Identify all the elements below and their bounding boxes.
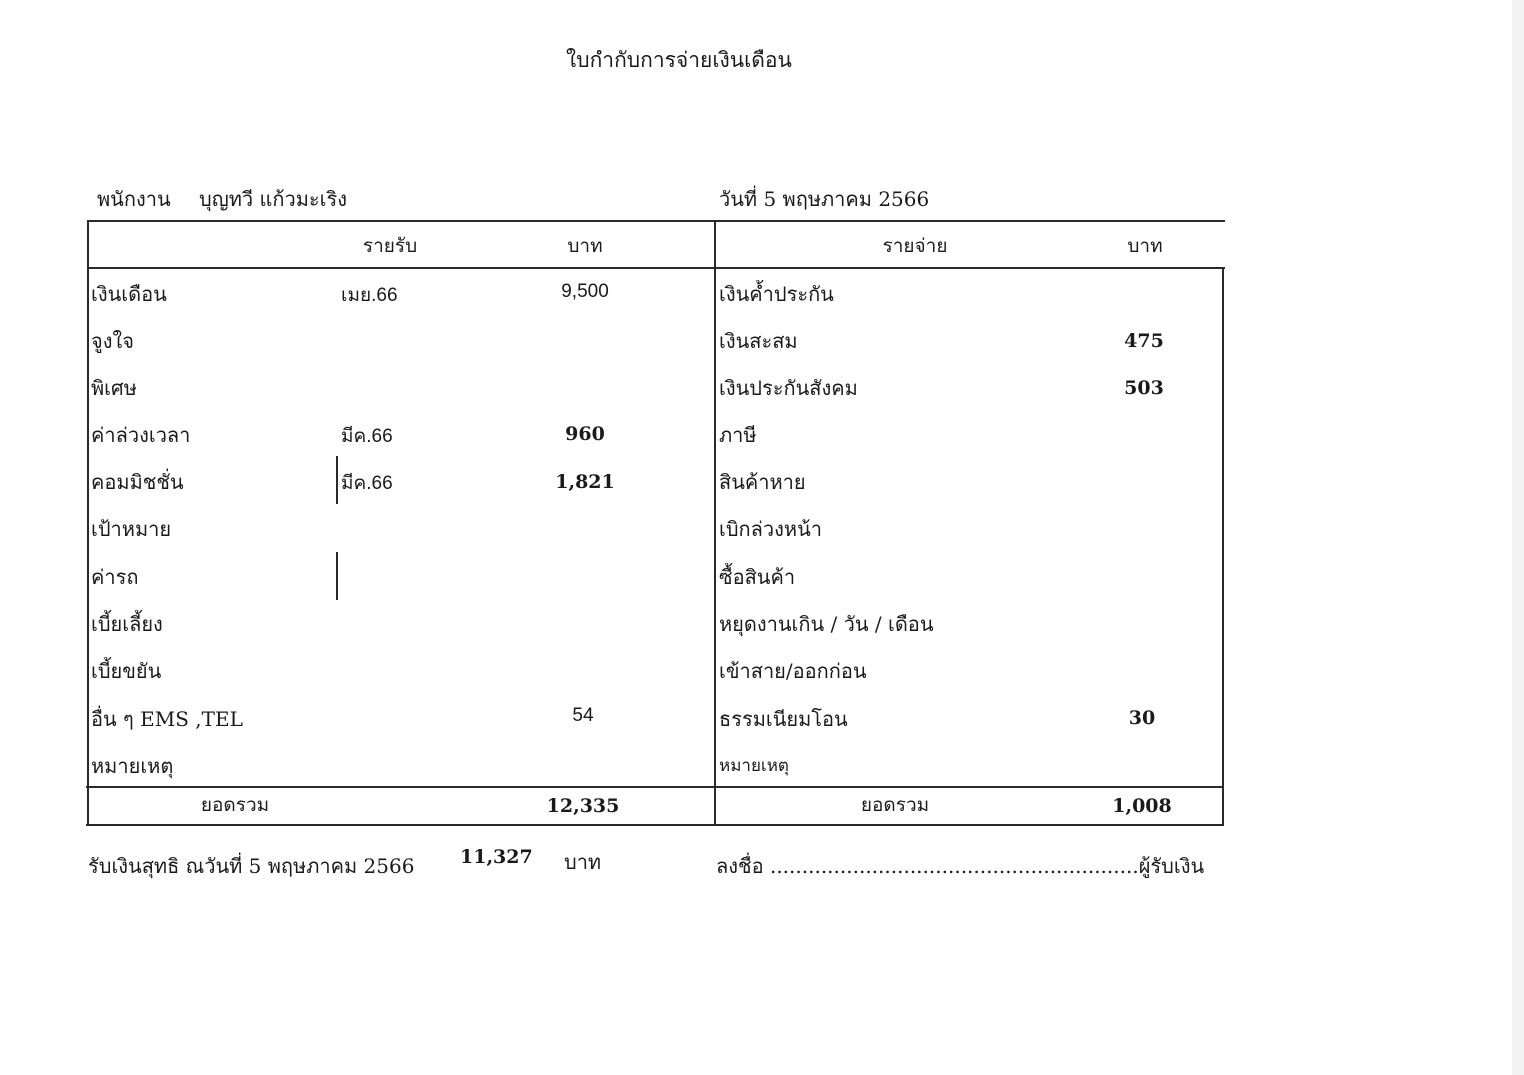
income-amount: 960 (565, 423, 605, 445)
scan-edge-shade (1512, 0, 1524, 1075)
income-label: พิเศษ (91, 376, 137, 400)
deductions-unit-header: บาท (1127, 235, 1163, 257)
deduction-label: ซื้อสินค้า (719, 565, 796, 589)
employee-label: พนักงาน (97, 187, 171, 211)
deduction-label: เงินสะสม (719, 329, 798, 353)
income-amount: 9,500 (561, 281, 609, 302)
income-label: อื่น ๆ EMS ,TEL (91, 707, 243, 731)
income-total: 12,335 (546, 795, 620, 817)
income-label: หมายเหตุ (91, 754, 174, 778)
income-unit-header: บาท (567, 235, 603, 257)
table-middle-divider (714, 220, 716, 826)
deduction-label: เงินประกันสังคม (719, 376, 858, 400)
employee-name: บุญทวี แก้วมะเริง (199, 187, 348, 211)
pen-mark (336, 456, 338, 504)
table-left-border (87, 220, 89, 826)
deduction-label: เข้าสาย/ออกก่อน (719, 659, 867, 683)
income-amount: 54 (572, 705, 594, 726)
header-bottom-border (88, 267, 1225, 269)
deduction-amount: 475 (1124, 330, 1164, 352)
total-top-border (86, 786, 1224, 788)
net-pay-amount: 11,327 (460, 846, 533, 868)
income-label: เงินเดือน (91, 282, 167, 306)
pen-mark (336, 552, 338, 600)
income-month: มีค.66 (341, 426, 393, 447)
income-label: เบี้ยขยัน (91, 659, 162, 683)
income-label: คอมมิชชั่น (91, 470, 184, 494)
deduction-label: เบิกล่วงหน้า (719, 517, 822, 541)
table-top-border (88, 220, 1225, 222)
deduction-label: สินค้าหาย (719, 470, 806, 494)
deductions-total-label: ยอดรวม (860, 794, 930, 816)
deduction-label: หยุดงานเกิน / วัน / เดือน (719, 612, 934, 636)
income-month: เมย.66 (341, 285, 398, 306)
net-pay-label: รับเงินสุทธิ ณวันที่ 5 พฤษภาคม 2566 (88, 854, 415, 878)
document-title: ใบกำกับการจ่ายเงินเดือน (566, 48, 792, 72)
income-label: ค่ารถ (91, 565, 139, 589)
income-label: เบี้ยเลี้ยง (91, 612, 163, 636)
income-amount: 1,821 (555, 471, 615, 493)
income-header: รายรับ (362, 235, 418, 257)
deduction-amount: 503 (1124, 377, 1164, 399)
table-bottom-border (86, 824, 1224, 826)
deduction-label: เงินค้ำประกัน (719, 282, 834, 306)
income-total-label: ยอดรวม (200, 794, 270, 816)
deductions-header: รายจ่าย (882, 235, 948, 257)
income-label: จูงใจ (91, 329, 134, 353)
income-label: ค่าล่วงเวลา (91, 423, 191, 447)
deductions-total: 1,008 (1112, 795, 1172, 817)
deduction-label: หมายเหตุ (719, 756, 789, 776)
table-right-border (1222, 267, 1224, 826)
signature-line: ลงชื่อ ..........................................................ผู้รับเงิน (716, 854, 1205, 878)
deduction-amount: 30 (1128, 707, 1156, 729)
income-label: เป้าหมาย (91, 517, 172, 541)
net-pay-unit: บาท (564, 850, 602, 874)
deduction-label: ภาษี (719, 423, 757, 447)
issue-date: วันที่ 5 พฤษภาคม 2566 (719, 187, 930, 211)
deduction-label: ธรรมเนียมโอน (719, 707, 848, 731)
income-month: มีค.66 (341, 473, 393, 494)
